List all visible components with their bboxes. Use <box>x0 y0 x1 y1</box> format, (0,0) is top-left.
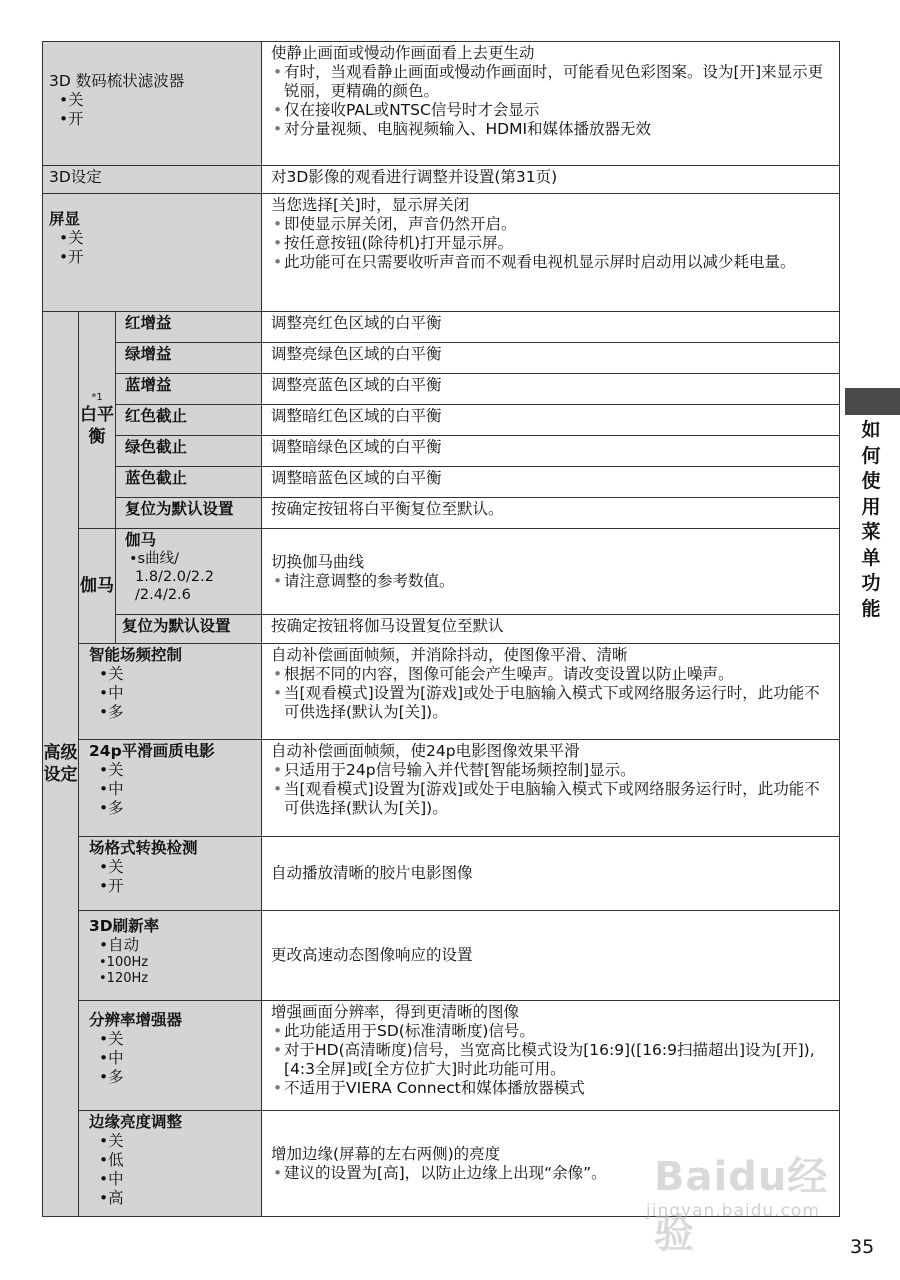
setting-name: 复位为默认设置 <box>122 617 231 635</box>
feature-title: 屏显 <box>49 210 81 228</box>
row-wb-reset <box>43 498 840 529</box>
setting-description: 增加边缘(屏幕的左右两侧)的亮度 <box>271 1144 501 1163</box>
setting-name: 红色截止 <box>125 407 188 425</box>
row-gamma-reset <box>43 615 840 644</box>
row-wb-red-gain <box>43 312 840 343</box>
setting-name: 红增益 <box>125 314 172 332</box>
row-3d-settings <box>43 166 840 194</box>
setting-name: 3D刷新率 <box>89 917 160 935</box>
feature-description: 使静止画面或慢动作画面看上去更生动 <box>271 44 535 62</box>
feature-title: 3D设定 <box>49 168 102 186</box>
option: •自动 <box>99 936 140 954</box>
setting-name: 蓝色截止 <box>125 469 188 487</box>
option: /2.4/2.6 <box>135 587 191 603</box>
bullet-note: • 即使显示屏关闭，声音仍然开启。 <box>271 215 833 234</box>
row-24p-smooth-film <box>43 740 840 837</box>
option: •关 <box>59 91 84 109</box>
option: •关 <box>59 229 84 247</box>
bullet-note: • 此功能适用于SD(标准清晰度)信号。 <box>271 1022 833 1041</box>
page-number: 35 <box>850 1236 875 1258</box>
option: •多 <box>99 703 124 721</box>
setting-name: 24p平滑画质电影 <box>89 742 215 760</box>
bullet-note: • 当[观看模式]设置为[游戏]或处于电脑输入模式下或网络服务运行时，此功能不可供选择(默认为[关])。 <box>271 780 833 818</box>
setting-description: 调整亮红色区域的白平衡 <box>271 314 442 332</box>
option: •关 <box>99 1132 124 1150</box>
bullet-note: • 当[观看模式]设置为[游戏]或处于电脑输入模式下或网络服务运行时，此功能不可供选择(默认为[关])。 <box>271 684 833 722</box>
option: •关 <box>99 858 124 876</box>
setting-name: 边缘亮度调整 <box>89 1113 183 1131</box>
setting-name: 复位为默认设置 <box>125 500 234 518</box>
row-wb-blue-cutoff <box>43 467 840 498</box>
feature-description: 当您选择[关]时，显示屏关闭 <box>271 196 470 214</box>
bullet-note: • 请注意调整的参考数值。 <box>271 572 833 591</box>
setting-description: 切换伽马曲线 <box>271 552 365 571</box>
row-wb-blue-gain <box>43 374 840 405</box>
footnote-mark: *1 <box>91 392 103 403</box>
setting-description: 增强画面分辨率，得到更清晰的图像 <box>271 1003 520 1021</box>
setting-description: 调整亮绿色区域的白平衡 <box>271 345 442 363</box>
setting-name: 绿色截止 <box>125 438 188 456</box>
bullet-note: • 仅在接收PAL或NTSC信号时才会显示 <box>271 101 833 120</box>
row-wb-red-cutoff <box>43 405 840 436</box>
setting-description: 调整暗蓝色区域的白平衡 <box>271 469 442 487</box>
row-3d-refresh-rate <box>43 911 840 1001</box>
option: •中 <box>99 684 124 702</box>
setting-description: 自动播放清晰的胶片电影图像 <box>271 864 473 882</box>
gamma-label: 伽马 <box>80 576 114 596</box>
row-field-format-detection <box>43 837 840 911</box>
option: •开 <box>99 877 124 895</box>
watermark-brand: Baidu经验 <box>654 1154 829 1257</box>
row-3d-comb-filter <box>43 42 840 166</box>
setting-description: 更改高速动态图像响应的设置 <box>271 946 473 964</box>
row-smart-frame-control <box>43 644 840 740</box>
row-screen-display <box>43 194 840 312</box>
setting-name: 场格式转换检测 <box>89 839 198 857</box>
option: •关 <box>99 1030 124 1048</box>
feature-title: 3D 数码梳状滤波器 <box>49 72 185 90</box>
setting-description: 调整暗绿色区域的白平衡 <box>271 438 442 456</box>
option: •高 <box>99 1189 124 1207</box>
watermark-url: jingyan.baidu.com <box>646 1201 820 1221</box>
option: •s曲线/ <box>129 551 179 567</box>
option: •中 <box>99 780 124 798</box>
row-resolution-enhancer <box>43 1001 840 1111</box>
setting-name: 伽马 <box>125 531 157 549</box>
setting-description: 调整亮蓝色区域的白平衡 <box>271 376 442 394</box>
option: 1.8/2.0/2.2 <box>135 569 214 585</box>
watermark <box>640 1145 840 1257</box>
option: •中 <box>99 1049 124 1067</box>
option: •开 <box>59 110 84 128</box>
option: •低 <box>99 1151 124 1169</box>
setting-description: 调整暗红色区域的白平衡 <box>271 407 442 425</box>
bullet-note: • 根据不同的内容，图像可能会产生噪声。请改变设置以防止噪声。 <box>271 665 833 684</box>
feature-description: 对3D影像的观看进行调整并设置(第31页) <box>271 168 558 186</box>
bullet-note: • 有时，当观看静止画面或慢动作画面时，可能看见色彩图案。设为[开]来显示更锐丽，更精确的颜色。 <box>271 63 833 101</box>
advanced-settings-label: 高级设定 <box>43 743 78 785</box>
row-wb-green-gain <box>43 343 840 374</box>
setting-name: 蓝增益 <box>125 376 172 394</box>
bullet-note: • 不适用于VIERA Connect和媒体播放器模式 <box>271 1079 833 1098</box>
setting-description: 按确定按钮将白平衡复位至默认。 <box>271 500 504 518</box>
option: •多 <box>99 799 124 817</box>
option: •中 <box>99 1170 124 1188</box>
setting-name: 智能场频控制 <box>89 646 183 664</box>
bullet-note: • 对分量视频、电脑视频输入、HDMI和媒体播放器无效 <box>271 120 833 139</box>
setting-name: 分辨率增强器 <box>89 1011 183 1029</box>
setting-description: 按确定按钮将伽马设置复位至默认 <box>271 617 504 635</box>
option: •多 <box>99 1068 124 1086</box>
setting-description: 自动补偿画面帧频，使24p电影图像效果平滑 <box>271 742 580 760</box>
section-tab-marker <box>845 388 900 415</box>
option: •100Hz <box>99 955 149 970</box>
option: •开 <box>59 248 84 266</box>
bullet-note: • 按任意按钮(除待机)打开显示屏。 <box>271 234 833 253</box>
option: •关 <box>99 665 124 683</box>
section-side-label: 如何使用菜单功能 <box>861 419 881 620</box>
bullet-note: • 建议的设置为[高]，以防止边缘上出现“余像”。 <box>271 1164 833 1183</box>
bullet-note: • 只适用于24p信号输入并代替[智能场频控制]显示。 <box>271 761 833 780</box>
settings-table <box>42 41 840 1217</box>
row-wb-green-cutoff <box>43 436 840 467</box>
setting-description: 自动补偿画面帧频，并消除抖动，使图像平滑、清晰 <box>271 646 628 664</box>
row-gamma <box>43 529 840 615</box>
bullet-note: • 此功能可在只需要收听声音而不观看电视机显示屏时启动用以减少耗电量。 <box>271 253 833 272</box>
option: •120Hz <box>99 971 149 986</box>
setting-name: 绿增益 <box>125 345 172 363</box>
bullet-note: • 对于HD(高清晰度)信号，当宽高比模式设为[16:9]([16:9扫描超出]设为[开]),[4:3全屏]或[全方位扩大]时此功能可用。 <box>271 1041 833 1079</box>
option: •关 <box>99 761 124 779</box>
white-balance-label: 白平衡 <box>80 405 114 447</box>
